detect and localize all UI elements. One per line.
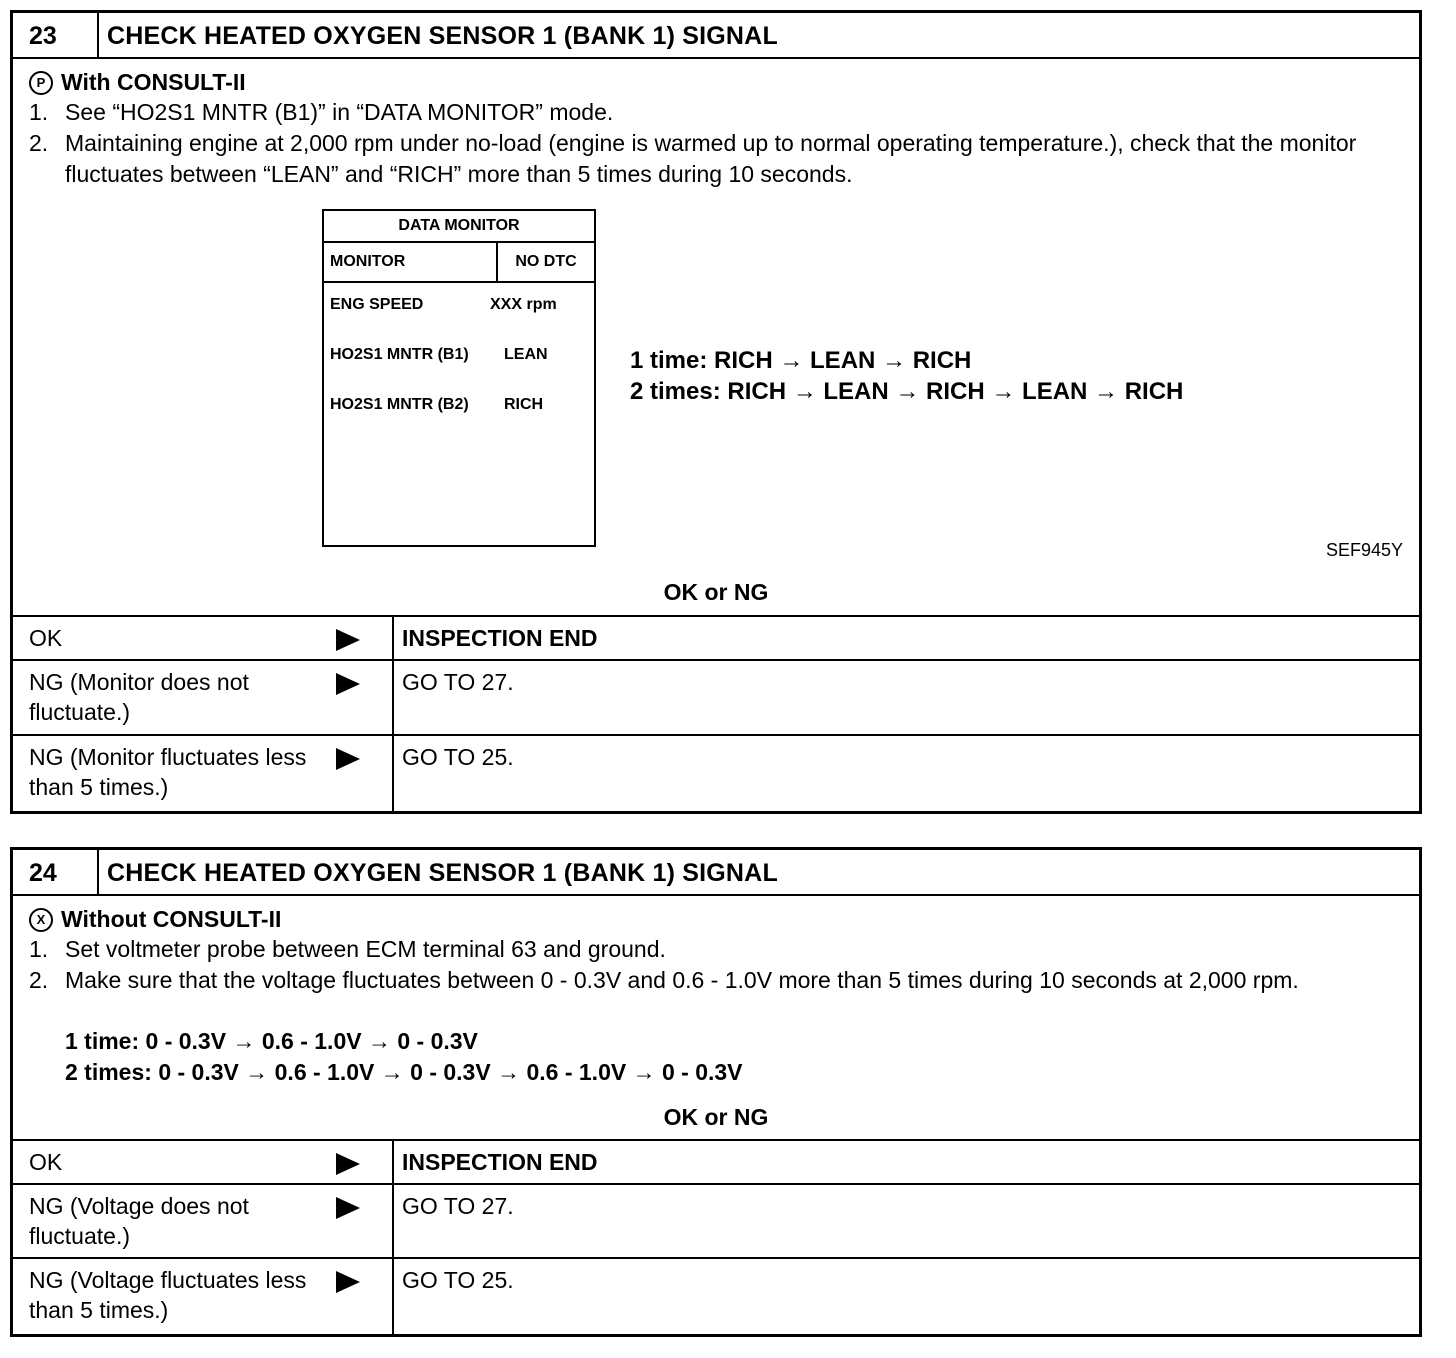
monitor-label: ENG SPEED — [330, 296, 424, 313]
step-text: Set voltmeter probe between ECM terminal 63 and ground. — [65, 936, 666, 962]
arrow-icon — [328, 661, 394, 734]
monitor-label: HO2S1 MNTR (B2) — [330, 396, 469, 413]
result-action: INSPECTION END — [402, 625, 598, 651]
step-number: 23 — [13, 13, 99, 57]
instruction-step — [29, 934, 1403, 965]
data-monitor-title: DATA MONITOR — [324, 211, 594, 243]
data-monitor-header — [324, 243, 594, 283]
step-23-block — [10, 10, 1422, 814]
consult-mode-heading — [29, 67, 1403, 98]
step-title: CHECK HEATED OXYGEN SENSOR 1 (BANK 1) SIGNAL — [107, 22, 778, 50]
no-consult-icon: X — [29, 908, 53, 932]
sequence-1-time: 1 time: RICH → LEAN → RICH — [630, 347, 972, 374]
consult-icon: P — [29, 71, 53, 95]
ok-or-ng-label: OK or NG — [663, 579, 769, 605]
mode-label: With CONSULT-II — [61, 69, 246, 95]
instruction-step — [29, 97, 1403, 128]
arrow-icon — [328, 736, 394, 813]
arrow-icon — [328, 617, 394, 659]
result-action: GO TO 27. — [402, 1193, 514, 1219]
step-text: Make sure that the voltage fluctuates between 0 - 0.3V and 0.6 - 1.0V more than 5 times during 10 seconds at 2,000 rpm. — [65, 967, 1299, 993]
result-row-ng — [13, 1183, 1419, 1257]
step-index: 1. — [29, 936, 49, 962]
instruction-step — [29, 128, 1403, 190]
step-text: Maintaining engine at 2,000 rpm under no-load (engine is warmed up to normal operating temperature.), check that the monitor fluctuates between “LEAN” and “RICH” more than 5 times during 10 seconds. — [65, 130, 1357, 187]
monitor-label: HO2S1 MNTR (B1) — [330, 346, 469, 363]
arrow-icon — [328, 1259, 394, 1336]
voltage-sequence-2-times: 2 times: 0 - 0.3V → 0.6 - 1.0V → 0 - 0.3V → 0.6 - 1.0V → 0 - 0.3V — [65, 1059, 743, 1085]
result-action: GO TO 25. — [402, 744, 514, 770]
result-row-ng — [13, 659, 1419, 734]
ok-or-ng-label: OK or NG — [663, 1104, 769, 1130]
monitor-row — [330, 389, 544, 420]
result-row-ok — [13, 615, 1419, 659]
monitor-row — [330, 339, 548, 370]
step-index: 2. — [29, 130, 49, 156]
result-action: INSPECTION END — [402, 1149, 598, 1175]
arrow-icon — [328, 1185, 394, 1257]
arrow-icon — [328, 1141, 394, 1183]
result-row-ng — [13, 734, 1419, 813]
result-condition: NG (Monitor fluctuates less than 5 times.) — [29, 744, 307, 800]
step-text: See “HO2S1 MNTR (B1)” in “DATA MONITOR” mode. — [65, 99, 614, 125]
figure-code: SEF945Y — [1325, 540, 1403, 560]
monitor-value: LEAN — [504, 346, 548, 363]
step-24-body — [13, 896, 1419, 1334]
voltage-sequence-1-time: 1 time: 0 - 0.3V → 0.6 - 1.0V → 0 - 0.3V — [65, 1028, 478, 1054]
result-condition: OK — [29, 625, 63, 651]
monitor-row — [330, 289, 557, 320]
instruction-step — [29, 965, 1403, 996]
mode-label: Without CONSULT-II — [61, 906, 282, 932]
step-23-body — [13, 59, 1419, 811]
no-consult-mode-heading — [29, 904, 1403, 935]
result-condition: NG (Monitor does not fluctuate.) — [29, 669, 249, 725]
result-action: GO TO 25. — [402, 1267, 514, 1293]
result-condition: NG (Voltage fluctuates less than 5 times.) — [29, 1267, 307, 1323]
step-24-header — [13, 850, 1419, 896]
step-index: 2. — [29, 967, 49, 993]
result-row-ok — [13, 1139, 1419, 1183]
monitor-value: RICH — [504, 396, 544, 413]
sequence-2-times: 2 times: RICH → LEAN → RICH → LEAN → RICH — [630, 378, 1184, 405]
step-number: 24 — [13, 850, 99, 894]
step-24-block — [10, 847, 1422, 1337]
result-condition: NG (Voltage does not fluctuate.) — [29, 1193, 249, 1249]
result-condition: OK — [29, 1149, 63, 1175]
step-23-header — [13, 13, 1419, 59]
step-index: 1. — [29, 99, 49, 125]
monitor-column: MONITOR — [324, 243, 498, 281]
result-action: GO TO 27. — [402, 669, 514, 695]
step-title: CHECK HEATED OXYGEN SENSOR 1 (BANK 1) SIGNAL — [107, 859, 778, 887]
monitor-value: XXX rpm — [490, 296, 557, 313]
data-monitor-figure — [322, 209, 596, 547]
result-row-ng — [13, 1257, 1419, 1336]
no-dtc-column: NO DTC — [515, 253, 577, 270]
